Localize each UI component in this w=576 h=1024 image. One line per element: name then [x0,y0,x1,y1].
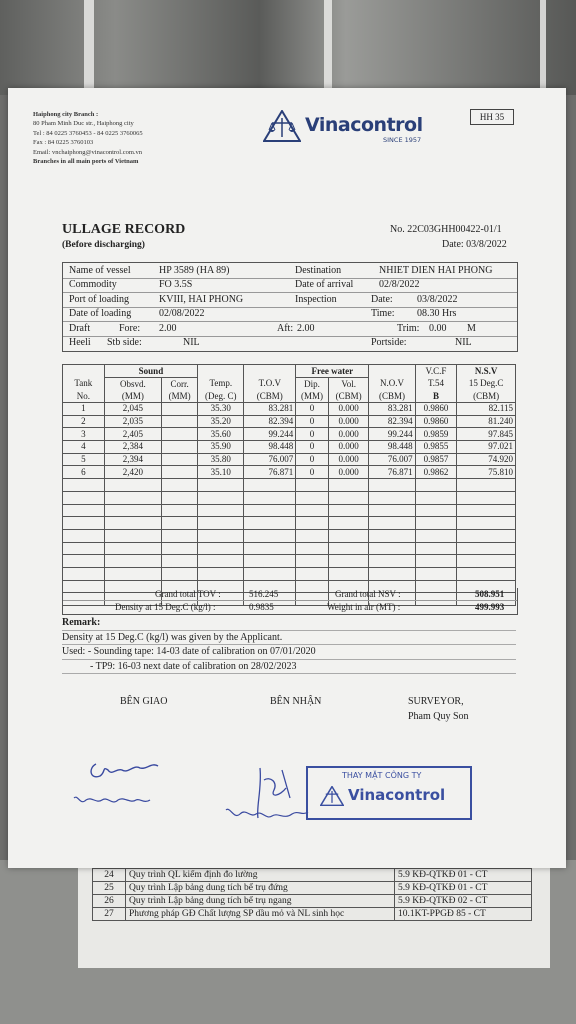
cell-obsvd: 2,405 [104,428,161,441]
cell-vcf: 0.9860 [415,403,457,416]
vinacontrol-logo [263,108,453,148]
cell-nsv: 97.845 [457,428,516,441]
header-sound: Sound [104,365,198,378]
branch-line: Haiphong city Branch : [33,111,99,118]
cell-tov: 76.007 [244,453,296,466]
document-date: Date: 03/8/2022 [442,239,507,250]
header-dip-unit: (MM) [296,390,329,403]
commodity-label: Commodity [69,279,117,290]
list-cell-code: 5.9 KĐ-QTKĐ 02 - CT [395,895,532,908]
destination-label: Destination [295,265,342,276]
cell-temp: 35.20 [198,415,244,428]
arrival-label: Date of arrival [295,279,354,290]
cell-corr [162,428,198,441]
empty-row [63,555,516,568]
branch-address [33,110,143,166]
cell-vcf: 0.9859 [415,428,457,441]
stamp-name: Vinacontrol [348,786,446,804]
list-cell-no: 24 [93,869,126,882]
form-code: HH 35 [470,109,514,125]
header-tov: T.O.V [244,378,296,391]
cell-dip: 0 [296,453,329,466]
commodity-value: FO 3.5S [159,279,193,290]
cell-temp: 35.30 [198,403,244,416]
branch-line: Branches in all main ports of Vietnam [33,158,139,166]
remark-label: Remark: [62,616,516,631]
cell-temp: 35.90 [198,441,244,454]
header-corr: Corr. [162,378,198,391]
table-row [63,415,516,428]
vessel-info-box [62,262,518,352]
cell-tank: 5 [63,453,105,466]
trim-value: 0.00 [429,323,447,334]
cell-obsvd: 2,394 [104,453,161,466]
port-label: Port of loading [69,294,129,305]
list-cell-code: 10.1KT-PPGĐ 85 - CT [395,908,532,921]
total-nsv-label: Grand total NSV : [335,589,401,599]
ben-nhan-label: BÊN NHẬN [270,696,322,707]
cell-nsv: 81.240 [457,415,516,428]
cell-dip: 0 [296,441,329,454]
table-row [63,453,516,466]
cell-temp: 35.80 [198,453,244,466]
header-obsvd: Obsvd. [104,378,161,391]
list-row [93,882,532,895]
list-cell-name: Phương pháp GĐ Chất lượng SP dầu mỏ và NL sinh học [126,908,395,921]
cell-corr [162,403,198,416]
cell-nov: 98.448 [369,441,415,454]
vessel-label: Name of vessel [69,265,131,276]
cell-corr [162,466,198,479]
aft-label: Aft: [277,323,294,334]
branch-line: 80 Pham Minh Duc str., Haiphong city [33,120,134,128]
cell-corr [162,441,198,454]
cell-vol: 0.000 [328,428,369,441]
cell-obsvd: 2,045 [104,403,161,416]
header-nov-unit: (CBM) [369,390,415,403]
header-temp: Temp. [198,378,244,391]
header-tank-no: No. [63,390,105,403]
empty-row [63,504,516,517]
branch-line: Fax : 84 0225 3760103 [33,139,94,147]
branch-line: Tel : 84 0225 3760453 - 84 0225 3760065 [33,129,143,137]
remark-section [62,616,516,674]
header-vcf: V.C.F [415,365,457,378]
list-cell-name: Quy trình Lập bảng dung tích bể trụ đứng [126,882,395,895]
stamp-scales-icon [320,786,344,806]
inspection-date-label: Date: [371,294,393,305]
surveyor-label: SURVEYOR, [408,696,464,707]
list-cell-code: 5.9 KĐ-QTKĐ 01 - CT [395,869,532,882]
header-obsvd-unit: (MM) [104,390,161,403]
portside-value: NIL [455,337,472,348]
wall-stripe [324,0,332,95]
header-t54: T.54 [415,378,457,391]
ullage-table [62,364,516,606]
table-row [63,428,516,441]
draft-label: Draft [69,323,91,334]
list-cell-name: Quy trình QL kiểm định đo lường [126,869,395,882]
cell-temp: 35.60 [198,428,244,441]
heel-label: Heeli [69,337,91,348]
cell-nov: 83.281 [369,403,415,416]
header-tank: Tank [63,378,105,391]
list-row [93,869,532,882]
weight-value: 499.993 [475,602,505,612]
cell-tov: 76.871 [244,466,296,479]
cell-vcf: 0.9857 [415,453,457,466]
empty-row [63,567,516,580]
cell-vol: 0.000 [328,453,369,466]
destination-value: NHIET DIEN HAI PHONG [379,265,493,276]
cell-tank: 1 [63,403,105,416]
header-tov-unit: (CBM) [244,390,296,403]
cell-nov: 82.394 [369,415,415,428]
cell-corr [162,453,198,466]
remark-line: Used: - Sounding tape: 14-03 date of calibration on 07/01/2020 [62,645,516,660]
surveyor-name: Pham Quy Son [408,711,469,722]
cell-obsvd: 2,384 [104,441,161,454]
stamp-title: THAY MẶT CÔNG TY [342,771,422,780]
header-nsv: N.S.V [457,365,516,378]
cell-tov: 83.281 [244,403,296,416]
empty-row [63,529,516,542]
header-nsv-unit: (CBM) [457,390,516,403]
cell-nov: 76.871 [369,466,415,479]
stb-label: Stb side: [107,337,142,348]
list-cell-no: 26 [93,895,126,908]
cell-nov: 76.007 [369,453,415,466]
cell-tov: 82.394 [244,415,296,428]
header-nov: N.O.V [369,378,415,391]
trim-unit: M [467,323,476,334]
cell-temp: 35.10 [198,466,244,479]
weight-label: Weight in air (MT) : [327,602,401,612]
cell-vol: 0.000 [328,415,369,428]
header-nsv-temp: 15 Deg.C [457,378,516,391]
cell-vol: 0.000 [328,441,369,454]
fore-label: Fore: [119,323,141,334]
table-row [63,403,516,416]
header-vol: Vol. [328,378,369,391]
header-temp-unit: (Deg. C) [198,390,244,403]
cell-vcf: 0.9860 [415,415,457,428]
loading-date-label: Date of loading [69,308,132,319]
cell-nsv: 82.115 [457,403,516,416]
cell-vol: 0.000 [328,466,369,479]
document-number: No. 22C03GHH00422-01/1 [390,224,502,235]
inspection-date-value: 03/8/2022 [417,294,458,305]
cell-tank: 6 [63,466,105,479]
portside-label: Portside: [371,337,407,348]
wall-stripe [84,0,94,95]
table-row [63,466,516,479]
signature-giao [66,754,176,824]
list-cell-name: Quy trình Lập bảng dung tích bể trụ ngang [126,895,395,908]
time-label: Time: [371,308,395,319]
cell-tank: 2 [63,415,105,428]
document-title: ULLAGE RECORD [62,222,186,237]
logo-name: Vinacontrol [305,114,423,136]
empty-row [63,479,516,492]
company-stamp [306,766,472,820]
total-tov-label: Grand total TOV : [155,589,221,599]
header-dip: Dip. [296,378,329,391]
cell-nov: 99.244 [369,428,415,441]
cell-tank: 3 [63,428,105,441]
scales-icon [263,110,301,142]
cell-tank: 4 [63,441,105,454]
arrival-value: 02/8/2022 [379,279,420,290]
cell-dip: 0 [296,466,329,479]
totals-box [62,588,518,615]
time-value: 08.30 Hrs [417,308,457,319]
list-row [93,908,532,921]
header-free-water: Free water [296,365,369,378]
cell-nsv: 74.920 [457,453,516,466]
cell-obsvd: 2,420 [104,466,161,479]
density-value: 0.9835 [249,602,274,612]
cell-dip: 0 [296,415,329,428]
ullage-record-page [8,88,566,868]
cell-nsv: 97.021 [457,441,516,454]
stb-value: NIL [183,337,200,348]
fore-value: 2.00 [159,323,177,334]
list-cell-code: 5.9 KĐ-QTKĐ 01 - CT [395,882,532,895]
empty-row [63,517,516,530]
ben-giao-label: BÊN GIAO [120,696,168,707]
cell-corr [162,415,198,428]
total-nsv-value: 508.951 [475,589,505,599]
list-cell-no: 25 [93,882,126,895]
signature-nhan [220,758,320,838]
cell-vol: 0.000 [328,403,369,416]
list-cell-no: 27 [93,908,126,921]
document-subtitle: (Before discharging) [62,240,145,250]
cell-vcf: 0.9855 [415,441,457,454]
logo-since: SINCE 1957 [383,136,422,144]
header-t54-b: B [415,390,457,403]
density-label: Density at 15 Deg.C (kg/l) : [115,602,216,612]
cell-dip: 0 [296,428,329,441]
vessel-value: HP 3589 (HA 89) [159,265,230,276]
header-vol-unit: (CBM) [328,390,369,403]
remark-line: Density at 15 Deg.C (kg/l) was given by the Applicant. [62,631,516,646]
trim-label: Trim: [397,323,420,334]
branch-line: Email: vnchaiphong@vinacontrol.com.vn [33,148,143,156]
cell-dip: 0 [296,403,329,416]
port-value: KVIII, HAI PHONG [159,294,244,305]
empty-row [63,542,516,555]
cell-nsv: 75.810 [457,466,516,479]
cell-vcf: 0.9862 [415,466,457,479]
table-row [63,441,516,454]
cell-tov: 99.244 [244,428,296,441]
underlying-table [92,868,532,921]
cell-obsvd: 2,035 [104,415,161,428]
loading-date-value: 02/08/2022 [159,308,205,319]
total-tov-value: 516.245 [249,589,279,599]
list-row [93,895,532,908]
empty-row [63,491,516,504]
wall-stripe [540,0,546,95]
header-corr-unit: (MM) [162,390,198,403]
aft-value: 2.00 [297,323,315,334]
inspection-label: Inspection [295,294,337,305]
cell-tov: 98.448 [244,441,296,454]
remark-line: - TP9: 16-03 next date of calibration on 28/02/2023 [62,660,516,675]
